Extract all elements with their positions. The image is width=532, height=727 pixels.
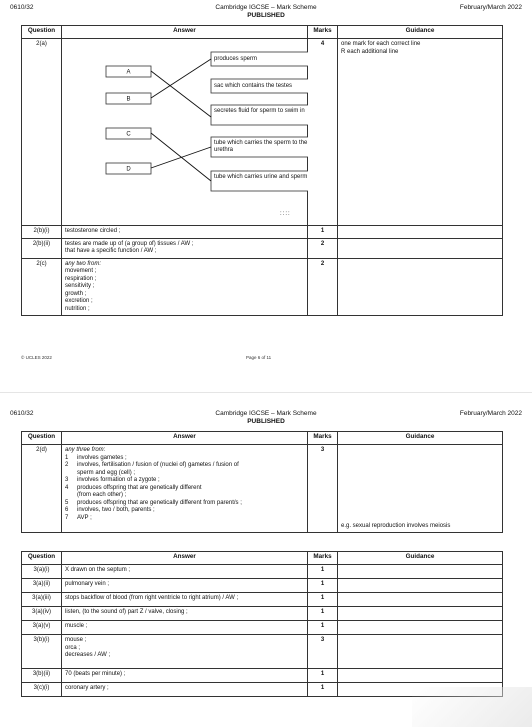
guidance-line: R each additional line xyxy=(341,48,399,55)
document-title xyxy=(0,4,532,20)
answer-line: sensitivity ; xyxy=(65,283,95,289)
title-line: Cambridge IGCSE – Mark Scheme xyxy=(215,4,317,11)
answer-intro: any two from: xyxy=(65,260,102,267)
answer-cell xyxy=(62,607,308,621)
table-header-row xyxy=(22,432,503,445)
col-marks: Marks xyxy=(308,552,338,565)
table-row-2bii xyxy=(22,238,503,258)
answer-line: coronary artery ; xyxy=(65,685,109,691)
paper-code: 0610/32 xyxy=(10,410,34,417)
published-label: PUBLISHED xyxy=(247,418,285,425)
table-row-2a xyxy=(22,39,503,226)
guidance-cell xyxy=(338,39,503,226)
guidance-cell xyxy=(338,621,503,635)
guidance-cell xyxy=(338,238,503,258)
col-answer: Answer xyxy=(62,26,308,39)
answer-line: pulmonary vein ; xyxy=(65,581,110,587)
answer-line: orca ; xyxy=(65,644,81,651)
col-guidance: Guidance xyxy=(338,552,503,565)
left-label-b: B xyxy=(126,96,131,103)
list-item: 6 involves, two / both, parents ; xyxy=(65,507,155,513)
marks-value: 2 xyxy=(308,238,338,258)
answer-line: excretion ; xyxy=(65,298,93,304)
document-title xyxy=(0,410,532,426)
right-label-1: produces sperm xyxy=(214,56,258,62)
col-question: Question xyxy=(22,432,62,445)
table-row-2d xyxy=(22,445,503,533)
question-number: 3(a)(ii) xyxy=(22,579,62,593)
right-label-4: tube which carries the sperm to the urethra xyxy=(214,140,308,153)
col-question: Question xyxy=(22,26,62,39)
answer-line: that have a specific function / AW ; xyxy=(65,248,157,254)
table-header-row xyxy=(22,552,503,565)
guidance-cell xyxy=(338,593,503,607)
answer-cell xyxy=(62,635,308,669)
answer-line: growth ; xyxy=(65,290,87,297)
marks-value: 1 xyxy=(308,565,338,579)
table-row-2bi xyxy=(22,226,503,239)
guidance-cell xyxy=(338,226,503,239)
left-label-d: D xyxy=(126,166,131,173)
exam-session: February/March 2022 xyxy=(459,410,522,417)
guidance-cell xyxy=(338,579,503,593)
match-line-b xyxy=(151,59,211,98)
mark-scheme-page-7 xyxy=(0,405,532,727)
guidance-line: one mark for each correct line xyxy=(341,41,421,47)
answer-cell xyxy=(62,258,308,316)
right-label-3: secretes fluid for sperm to swim in xyxy=(214,108,305,114)
table-row-3av xyxy=(22,621,503,635)
paper-code: 0610/32 xyxy=(10,4,34,11)
answer-line: X drawn on the septum ; xyxy=(65,567,131,573)
answer-line: nutrition ; xyxy=(65,305,90,312)
question-number: 2(b)(i) xyxy=(22,226,62,239)
question-number: 3(b)(i) xyxy=(22,635,62,669)
answer-cell xyxy=(62,621,308,635)
col-answer: Answer xyxy=(62,432,308,445)
published-label: PUBLISHED xyxy=(247,12,285,19)
answer-cell xyxy=(62,683,308,697)
answer-line: mouse ; xyxy=(65,637,87,643)
marks-value: 1 xyxy=(308,593,338,607)
list-item: 4 produces offspring that are genetically different xyxy=(65,484,202,491)
col-answer: Answer xyxy=(62,552,308,565)
marks-value: 1 xyxy=(308,621,338,635)
match-line-d xyxy=(151,147,211,168)
answer-cell xyxy=(62,565,308,579)
question-number: 2(a) xyxy=(22,39,62,226)
list-item: 7 AVP ; xyxy=(65,514,92,521)
table-row-2c xyxy=(22,258,503,316)
copyright-footer: © UCLES 2022 xyxy=(21,355,52,360)
table-row-3ai xyxy=(22,565,503,579)
question-number: 2(c) xyxy=(22,258,62,316)
answer-cell xyxy=(62,593,308,607)
guidance-cell xyxy=(338,635,503,669)
answer-line: movement ; xyxy=(65,268,97,274)
question-number: 2(b)(ii) xyxy=(22,238,62,258)
answer-line: decreases / AW ; xyxy=(65,652,111,658)
answer-line: testosterone circled ; xyxy=(65,228,121,234)
answer-line: 70 (beats per minute) ; xyxy=(65,671,126,677)
list-item: 1 involves gametes ; xyxy=(65,454,127,461)
guidance-cell xyxy=(338,565,503,579)
corner-shadow xyxy=(412,687,532,727)
answer-cell xyxy=(62,579,308,593)
marks-value: 4 xyxy=(308,39,338,226)
answer-intro: any three from: xyxy=(65,447,106,453)
left-label-a: A xyxy=(126,69,131,76)
answer-line: muscle ; xyxy=(65,623,88,629)
table-row-3bii xyxy=(22,669,503,683)
question-number: 3(a)(iv) xyxy=(22,607,62,621)
table-row-3aiii xyxy=(22,593,503,607)
list-item: 2 involves, fertilisation / fusion of (nuclei of) gametes / fusion of xyxy=(65,462,239,468)
marks-value: 1 xyxy=(308,683,338,697)
answer-cell xyxy=(62,226,308,239)
page-number: Page 6 of 11 xyxy=(246,355,272,360)
continuation-dots: :::: xyxy=(280,211,291,217)
answer-line: respiration ; xyxy=(65,275,97,282)
question-number: 3(a)(i) xyxy=(22,565,62,579)
table-row-3aii xyxy=(22,579,503,593)
question-number: 3(c)(i) xyxy=(22,683,62,697)
list-item: 5 produces offspring that are genetically different from parent/s ; xyxy=(65,499,242,506)
mark-scheme-table-3 xyxy=(21,551,503,697)
question-number: 3(a)(iii) xyxy=(22,593,62,607)
right-label-5: tube which carries urine and sperm xyxy=(214,174,308,180)
mark-scheme-table-2d xyxy=(21,431,503,533)
col-marks: Marks xyxy=(308,26,338,39)
matching-diagram xyxy=(62,39,308,225)
question-number: 3(a)(v) xyxy=(22,621,62,635)
question-number: 2(d) xyxy=(22,445,62,533)
title-line: Cambridge IGCSE – Mark Scheme xyxy=(215,410,317,417)
match-line-a xyxy=(151,71,211,117)
marks-value: 1 xyxy=(308,669,338,683)
marks-value: 2 xyxy=(308,258,338,316)
table-row-3bi xyxy=(22,635,503,669)
table-row-3aiv xyxy=(22,607,503,621)
guidance-line: e.g. sexual reproduction involves meiosis xyxy=(341,522,451,529)
answer-line: stops backflow of blood (from right ventricle to right atrium) / AW ; xyxy=(65,595,239,601)
answer-cell xyxy=(62,669,308,683)
match-line-c xyxy=(151,133,211,181)
col-marks: Marks xyxy=(308,432,338,445)
right-label-2: sac which contains the testes xyxy=(214,83,293,89)
col-guidance: Guidance xyxy=(338,432,503,445)
answer-cell xyxy=(62,445,308,533)
marks-value: 1 xyxy=(308,607,338,621)
col-guidance: Guidance xyxy=(338,26,503,39)
table-header-row xyxy=(22,26,503,39)
list-item-continued: sperm and egg (cell) ; xyxy=(77,469,136,476)
marks-value: 3 xyxy=(308,445,338,533)
question-number: 3(b)(ii) xyxy=(22,669,62,683)
list-item: 3 involves formation of a zygote ; xyxy=(65,477,160,483)
marks-value: 3 xyxy=(308,635,338,669)
mark-scheme-table xyxy=(21,25,503,316)
marks-value: 1 xyxy=(308,579,338,593)
guidance-cell xyxy=(338,258,503,316)
answer-line: testes are made up of (a group of) tissues / AW ; xyxy=(65,240,194,247)
guidance-cell xyxy=(338,607,503,621)
exam-session: February/March 2022 xyxy=(459,4,522,11)
col-question: Question xyxy=(22,552,62,565)
guidance-cell xyxy=(338,669,503,683)
page-separator xyxy=(0,392,532,393)
list-item-continued: (from each other) ; xyxy=(77,492,127,498)
left-label-c: C xyxy=(126,131,131,138)
answer-line: listen, (to the sound of) part Z / valve, closing ; xyxy=(65,609,188,615)
guidance-cell xyxy=(338,445,503,533)
matching-diagram-cell xyxy=(62,39,308,226)
answer-cell xyxy=(62,238,308,258)
marks-value: 1 xyxy=(308,226,338,239)
